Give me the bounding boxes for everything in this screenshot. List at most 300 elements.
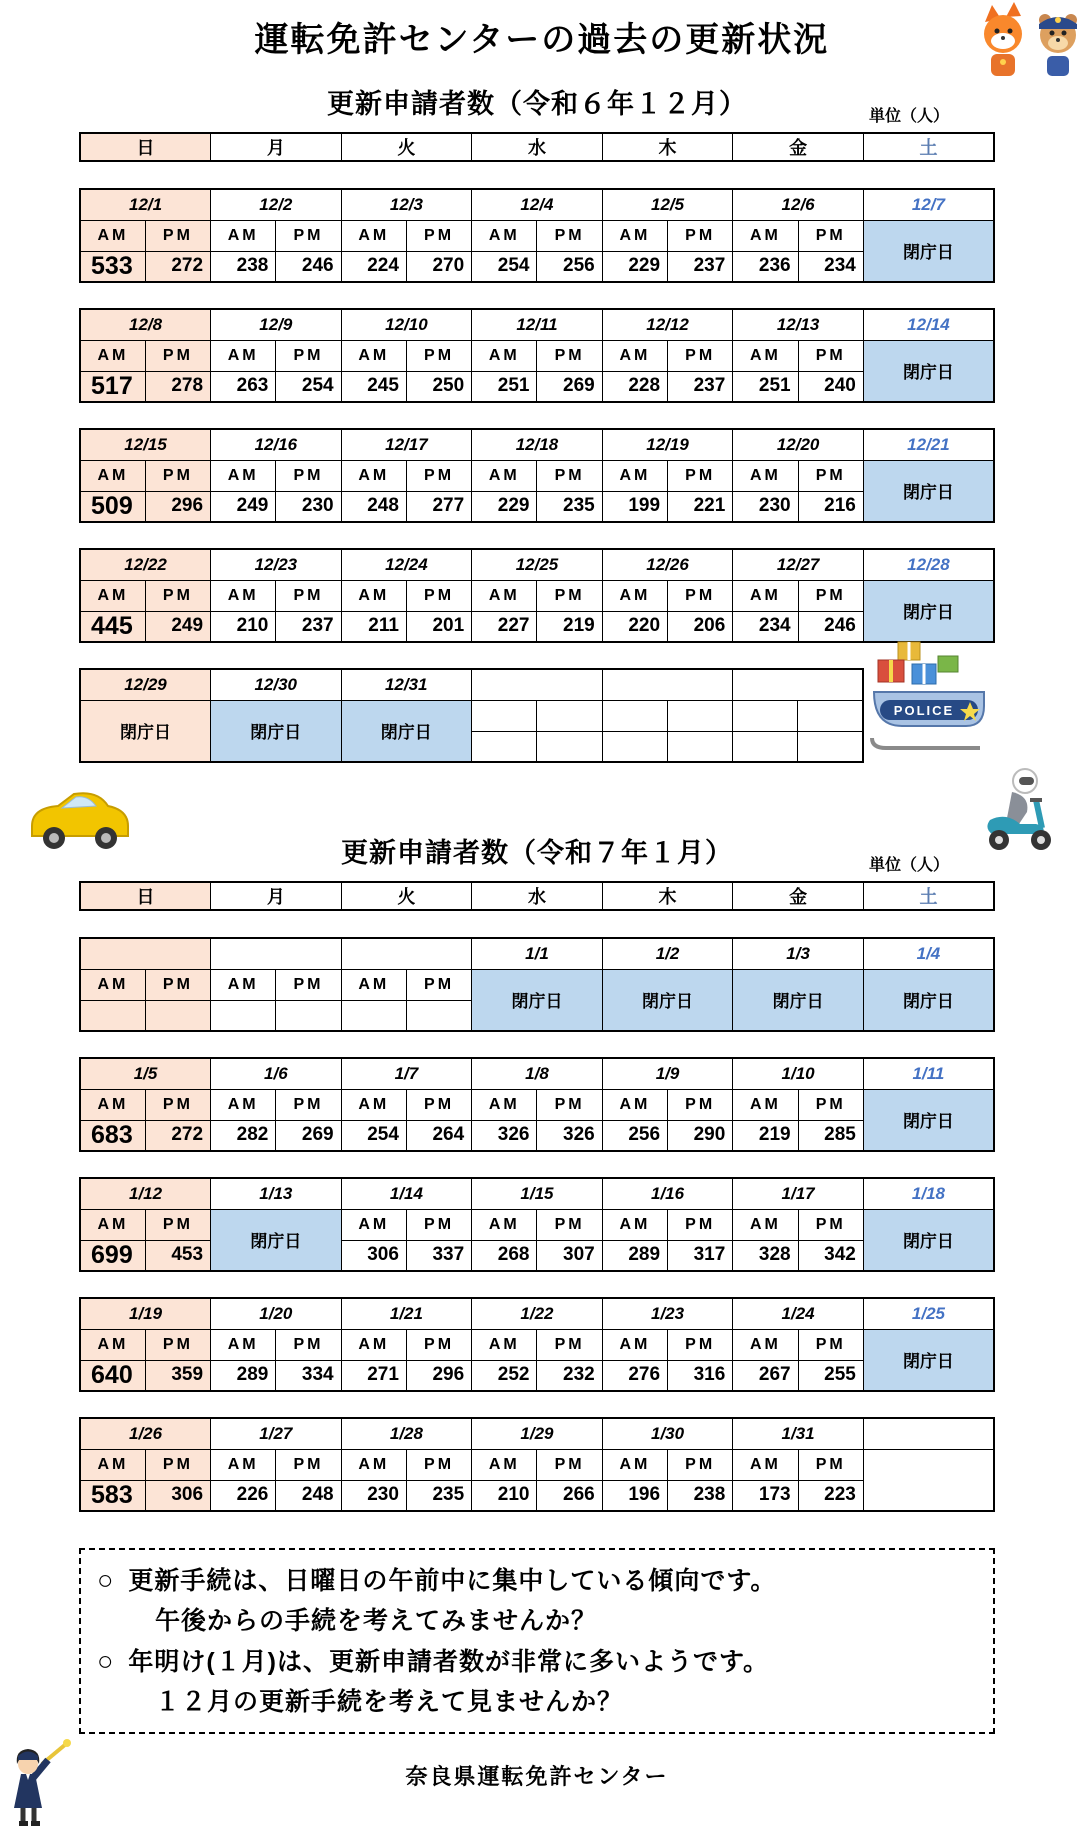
am-label: AM <box>341 1089 406 1120</box>
pm-value: 334 <box>276 1360 341 1391</box>
am-label: AM <box>602 1209 667 1240</box>
date-cell: 1/26 <box>80 1418 211 1449</box>
am-label: AM <box>211 340 276 371</box>
pm-label: PM <box>537 340 602 371</box>
scooter-rider-illustration <box>978 766 1060 856</box>
am-value: 249 <box>211 491 276 522</box>
pm-label: PM <box>276 460 341 491</box>
pm-label: PM <box>668 220 733 251</box>
am-value: 328 <box>733 1240 798 1271</box>
date-cell: 12/8 <box>80 309 211 340</box>
bear-police-mascot <box>1039 14 1077 76</box>
closed-day-cell: 閉庁日 <box>863 220 994 282</box>
am-value: 236 <box>733 251 798 282</box>
week-table <box>79 937 995 1032</box>
am-label: AM <box>733 220 798 251</box>
date-cell: 1/2 <box>602 938 733 969</box>
am-value <box>341 1000 406 1031</box>
pm-label: PM <box>145 1209 210 1240</box>
am-label: AM <box>472 1209 537 1240</box>
pm-label: PM <box>798 1209 863 1240</box>
pm-label: PM <box>668 1449 733 1480</box>
am-label: AM <box>211 969 276 1000</box>
date-cell: 1/12 <box>80 1178 211 1209</box>
date-cell: 12/27 <box>733 549 864 580</box>
am-value: 210 <box>211 611 276 642</box>
pm-label: PM <box>798 460 863 491</box>
am-label: AM <box>602 460 667 491</box>
date-cell <box>602 669 733 700</box>
am-label: AM <box>341 580 406 611</box>
week-table <box>79 1297 995 1392</box>
date-cell: 12/6 <box>733 189 864 220</box>
day-header-3: 水 <box>472 133 603 161</box>
date-cell: 1/23 <box>602 1298 733 1329</box>
pm-value: 269 <box>276 1120 341 1151</box>
day-header-4: 木 <box>602 882 733 910</box>
date-cell: 12/12 <box>602 309 733 340</box>
pm-label: PM <box>145 460 210 491</box>
am-label: AM <box>602 580 667 611</box>
pm-label: PM <box>798 220 863 251</box>
empty-cell <box>472 700 537 731</box>
pm-label: PM <box>668 1089 733 1120</box>
pm-label: PM <box>406 220 471 251</box>
pm-label: PM <box>145 1449 210 1480</box>
date-cell: 12/15 <box>80 429 211 460</box>
closed-day-cell: 閉庁日 <box>341 700 472 762</box>
pm-label: PM <box>276 580 341 611</box>
date-cell <box>863 1418 994 1449</box>
date-cell: 12/28 <box>863 549 994 580</box>
closed-day-cell: 閉庁日 <box>863 460 994 522</box>
date-cell: 12/2 <box>211 189 342 220</box>
pm-value <box>406 1000 471 1031</box>
date-cell: 12/25 <box>472 549 603 580</box>
pm-label: PM <box>537 580 602 611</box>
am-value: 256 <box>602 1120 667 1151</box>
pm-label: PM <box>537 460 602 491</box>
weeks-container-december <box>79 188 995 763</box>
am-value: 263 <box>211 371 276 402</box>
am-value: 238 <box>211 251 276 282</box>
pm-value: 237 <box>668 251 733 282</box>
am-value: 229 <box>602 251 667 282</box>
date-cell: 1/10 <box>733 1058 864 1089</box>
pm-label: PM <box>668 1209 733 1240</box>
closed-day-cell: 閉庁日 <box>863 1209 994 1271</box>
pm-value: 246 <box>276 251 341 282</box>
am-value: 224 <box>341 251 406 282</box>
am-value: 196 <box>602 1480 667 1511</box>
am-value: 640 <box>80 1360 145 1391</box>
month-title-december: 更新申請者数（令和６年１２月） <box>327 89 747 119</box>
date-cell: 12/10 <box>341 309 472 340</box>
pm-label: PM <box>145 969 210 1000</box>
am-value: 234 <box>733 611 798 642</box>
pm-value: 270 <box>406 251 471 282</box>
pm-value: 235 <box>406 1480 471 1511</box>
footer-org-name: 奈良県運転免許センター <box>405 1764 669 1789</box>
pm-label: PM <box>668 1329 733 1360</box>
note-text: 年明け(１月)は、更新申請者数が非常に多いようです。 <box>128 1648 769 1676</box>
am-label: AM <box>472 460 537 491</box>
page-title: 運転免許センターの過去の更新状況 <box>254 21 830 59</box>
pm-value: 201 <box>406 611 471 642</box>
am-label: AM <box>733 460 798 491</box>
pm-label: PM <box>406 1209 471 1240</box>
month-header <box>79 831 995 874</box>
closed-day-cell: 閉庁日 <box>472 969 603 1031</box>
am-value: 229 <box>472 491 537 522</box>
pm-label: PM <box>276 1449 341 1480</box>
closed-day-cell: 閉庁日 <box>733 969 864 1031</box>
pm-value: 306 <box>145 1480 210 1511</box>
am-label: AM <box>80 969 145 1000</box>
date-cell: 1/16 <box>602 1178 733 1209</box>
pm-value: 237 <box>668 371 733 402</box>
day-header-2: 火 <box>341 882 472 910</box>
empty-cell <box>602 700 667 731</box>
am-label: AM <box>80 1329 145 1360</box>
date-cell: 12/5 <box>602 189 733 220</box>
pm-value: 264 <box>406 1120 471 1151</box>
pm-value: 272 <box>145 251 210 282</box>
am-value <box>80 1000 145 1031</box>
pm-label: PM <box>145 1089 210 1120</box>
closed-day-cell: 閉庁日 <box>863 1329 994 1391</box>
am-label: AM <box>472 340 537 371</box>
pm-label: PM <box>537 1329 602 1360</box>
date-cell: 12/24 <box>341 549 472 580</box>
am-label: AM <box>733 1329 798 1360</box>
am-label: AM <box>80 460 145 491</box>
circle-bullet: ○ <box>97 1565 115 1595</box>
am-value: 282 <box>211 1120 276 1151</box>
pm-label: PM <box>406 1449 471 1480</box>
am-label: AM <box>472 220 537 251</box>
pm-value: 359 <box>145 1360 210 1391</box>
pm-value: 285 <box>798 1120 863 1151</box>
week-table <box>79 668 864 763</box>
date-cell: 1/30 <box>602 1418 733 1449</box>
day-header-1: 月 <box>211 133 342 161</box>
pm-label: PM <box>406 1329 471 1360</box>
closed-day-cell: 閉庁日 <box>863 969 994 1031</box>
am-value: 228 <box>602 371 667 402</box>
date-cell: 12/7 <box>863 189 994 220</box>
mascot-characters-illustration <box>973 2 1078 80</box>
am-label: AM <box>211 580 276 611</box>
pm-label: PM <box>798 340 863 371</box>
date-cell: 12/13 <box>733 309 864 340</box>
am-label: AM <box>602 1089 667 1120</box>
am-label: AM <box>602 340 667 371</box>
date-cell <box>80 938 211 969</box>
date-cell: 1/8 <box>472 1058 603 1089</box>
am-label: AM <box>733 1449 798 1480</box>
advisory-notes-box <box>79 1548 995 1734</box>
am-label: AM <box>602 1329 667 1360</box>
pm-label: PM <box>276 1329 341 1360</box>
blank-cell <box>863 1449 994 1511</box>
am-value: 252 <box>472 1360 537 1391</box>
date-cell: 12/16 <box>211 429 342 460</box>
am-label: AM <box>341 1209 406 1240</box>
am-value: 445 <box>80 611 145 642</box>
am-value: 583 <box>80 1480 145 1511</box>
day-header-0: 日 <box>80 133 211 161</box>
am-value: 326 <box>472 1120 537 1151</box>
pm-label: PM <box>798 1089 863 1120</box>
day-header-6: 土 <box>863 882 994 910</box>
pm-label: PM <box>406 580 471 611</box>
pm-value: 219 <box>537 611 602 642</box>
am-value: 230 <box>341 1480 406 1511</box>
sleigh-police-label: POLICE <box>893 703 955 718</box>
empty-cell <box>472 731 537 762</box>
pm-value: 266 <box>537 1480 602 1511</box>
date-cell: 1/25 <box>863 1298 994 1329</box>
am-label: AM <box>341 460 406 491</box>
date-cell: 12/9 <box>211 309 342 340</box>
date-cell: 12/26 <box>602 549 733 580</box>
am-value: 509 <box>80 491 145 522</box>
empty-cell <box>733 731 798 762</box>
am-label: AM <box>602 220 667 251</box>
date-cell: 1/1 <box>472 938 603 969</box>
police-sleigh-gifts-illustration <box>866 636 998 756</box>
pm-label: PM <box>668 340 733 371</box>
date-cell: 12/21 <box>863 429 994 460</box>
am-value: 173 <box>733 1480 798 1511</box>
date-cell: 12/20 <box>733 429 864 460</box>
am-value: 276 <box>602 1360 667 1391</box>
pm-value: 255 <box>798 1360 863 1391</box>
date-cell <box>211 938 342 969</box>
am-value: 533 <box>80 251 145 282</box>
am-value: 683 <box>80 1120 145 1151</box>
am-value: 289 <box>211 1360 276 1391</box>
am-value: 268 <box>472 1240 537 1271</box>
weeks-container-january <box>79 937 995 1512</box>
note-text: 更新手続は、日曜日の午前中に集中している傾向です。 <box>128 1567 777 1595</box>
date-cell: 1/14 <box>341 1178 472 1209</box>
pm-label: PM <box>668 580 733 611</box>
am-value: 210 <box>472 1480 537 1511</box>
empty-cell <box>602 731 667 762</box>
date-cell: 1/3 <box>733 938 864 969</box>
date-cell: 1/15 <box>472 1178 603 1209</box>
pm-label: PM <box>406 460 471 491</box>
note-item <box>97 1641 977 1682</box>
am-value: 699 <box>80 1240 145 1271</box>
pm-label: PM <box>537 1209 602 1240</box>
am-label: AM <box>80 220 145 251</box>
date-cell: 1/20 <box>211 1298 342 1329</box>
pm-value: 237 <box>276 611 341 642</box>
week-table <box>79 548 995 643</box>
month-header <box>79 82 995 125</box>
date-cell: 12/3 <box>341 189 472 220</box>
pm-value: 317 <box>668 1240 733 1271</box>
pm-label: PM <box>406 969 471 1000</box>
am-label: AM <box>211 220 276 251</box>
pm-value: 453 <box>145 1240 210 1271</box>
pm-label: PM <box>276 1089 341 1120</box>
week-table <box>79 1177 995 1272</box>
date-cell: 12/30 <box>211 669 342 700</box>
fox-mascot <box>984 2 1022 76</box>
am-value: 199 <box>602 491 667 522</box>
empty-cell <box>537 700 602 731</box>
pm-value: 296 <box>406 1360 471 1391</box>
date-cell: 1/31 <box>733 1418 864 1449</box>
am-label: AM <box>733 1209 798 1240</box>
day-header-3: 水 <box>472 882 603 910</box>
date-cell: 1/17 <box>733 1178 864 1209</box>
am-value: 248 <box>341 491 406 522</box>
pm-label: PM <box>276 220 341 251</box>
circle-bullet: ○ <box>97 1646 115 1676</box>
pm-label: PM <box>798 1329 863 1360</box>
closed-day-cell: 閉庁日 <box>602 969 733 1031</box>
pm-value: 230 <box>276 491 341 522</box>
date-cell: 1/18 <box>863 1178 994 1209</box>
empty-cell <box>537 731 602 762</box>
am-value: 251 <box>733 371 798 402</box>
pm-value: 337 <box>406 1240 471 1271</box>
pm-label: PM <box>145 220 210 251</box>
pm-value: 246 <box>798 611 863 642</box>
police-woman-flag-illustration <box>6 1736 76 1830</box>
date-cell: 12/17 <box>341 429 472 460</box>
pm-value: 296 <box>145 491 210 522</box>
empty-cell <box>733 700 798 731</box>
am-value: 306 <box>341 1240 406 1271</box>
pm-label: PM <box>145 1329 210 1360</box>
am-label: AM <box>733 340 798 371</box>
month-section-january <box>79 831 995 1512</box>
day-header-5: 金 <box>733 882 864 910</box>
pm-label: PM <box>276 969 341 1000</box>
date-cell: 1/9 <box>602 1058 733 1089</box>
am-label: AM <box>602 1449 667 1480</box>
day-header-1: 月 <box>211 882 342 910</box>
pm-value: 277 <box>406 491 471 522</box>
pm-value: 316 <box>668 1360 733 1391</box>
am-label: AM <box>341 1329 406 1360</box>
am-value: 226 <box>211 1480 276 1511</box>
pm-value: 234 <box>798 251 863 282</box>
empty-cell <box>667 731 732 762</box>
am-label: AM <box>472 1089 537 1120</box>
am-label: AM <box>80 1449 145 1480</box>
empty-cell <box>798 700 863 731</box>
date-cell: 12/11 <box>472 309 603 340</box>
date-cell: 12/23 <box>211 549 342 580</box>
am-label: AM <box>211 1089 276 1120</box>
am-value: 254 <box>472 251 537 282</box>
am-label: AM <box>80 340 145 371</box>
pm-label: PM <box>406 340 471 371</box>
date-cell: 1/11 <box>863 1058 994 1089</box>
day-of-week-header <box>79 132 995 162</box>
note-text: １２月の更新手続を考えて見ませんか？ <box>155 1688 624 1716</box>
date-cell: 1/21 <box>341 1298 472 1329</box>
pm-label: PM <box>537 220 602 251</box>
am-label: AM <box>211 460 276 491</box>
pm-value: 240 <box>798 371 863 402</box>
date-cell <box>472 669 603 700</box>
am-label: AM <box>211 1329 276 1360</box>
am-label: AM <box>341 340 406 371</box>
date-cell: 12/4 <box>472 189 603 220</box>
empty-cell <box>667 700 732 731</box>
am-label: AM <box>341 220 406 251</box>
pm-value: 254 <box>276 371 341 402</box>
day-header-2: 火 <box>341 133 472 161</box>
am-value: 211 <box>341 611 406 642</box>
pm-label: PM <box>798 1449 863 1480</box>
date-cell: 1/13 <box>211 1178 342 1209</box>
date-cell: 12/18 <box>472 429 603 460</box>
pm-value <box>276 1000 341 1031</box>
am-label: AM <box>211 1449 276 1480</box>
pm-value: 272 <box>145 1120 210 1151</box>
date-cell: 1/4 <box>863 938 994 969</box>
date-cell: 12/14 <box>863 309 994 340</box>
pm-label: PM <box>145 580 210 611</box>
week-table <box>79 308 995 403</box>
pm-value: 256 <box>537 251 602 282</box>
pm-value: 206 <box>668 611 733 642</box>
am-label: AM <box>733 1089 798 1120</box>
am-label: AM <box>472 1329 537 1360</box>
empty-cell <box>798 731 863 762</box>
day-header-6: 土 <box>863 133 994 161</box>
pm-value: 235 <box>537 491 602 522</box>
am-value: 254 <box>341 1120 406 1151</box>
date-cell: 12/1 <box>80 189 211 220</box>
am-label: AM <box>733 580 798 611</box>
date-cell: 1/28 <box>341 1418 472 1449</box>
am-label: AM <box>80 1209 145 1240</box>
week-table <box>79 1417 995 1512</box>
pm-label: PM <box>537 1089 602 1120</box>
day-header-5: 金 <box>733 133 864 161</box>
month-section-december <box>79 82 995 763</box>
date-cell: 1/29 <box>472 1418 603 1449</box>
pm-value: 250 <box>406 371 471 402</box>
date-cell: 1/19 <box>80 1298 211 1329</box>
date-cell <box>341 938 472 969</box>
am-value: 289 <box>602 1240 667 1271</box>
pm-value: 278 <box>145 371 210 402</box>
date-cell: 12/19 <box>602 429 733 460</box>
week-table <box>79 188 995 283</box>
am-value: 271 <box>341 1360 406 1391</box>
date-cell: 1/5 <box>80 1058 211 1089</box>
date-cell <box>733 669 864 700</box>
am-value <box>211 1000 276 1031</box>
pm-label: PM <box>668 460 733 491</box>
note-item <box>97 1560 977 1601</box>
closed-day-cell: 閉庁日 <box>863 1089 994 1151</box>
am-value: 230 <box>733 491 798 522</box>
pm-label: PM <box>145 340 210 371</box>
am-value: 267 <box>733 1360 798 1391</box>
